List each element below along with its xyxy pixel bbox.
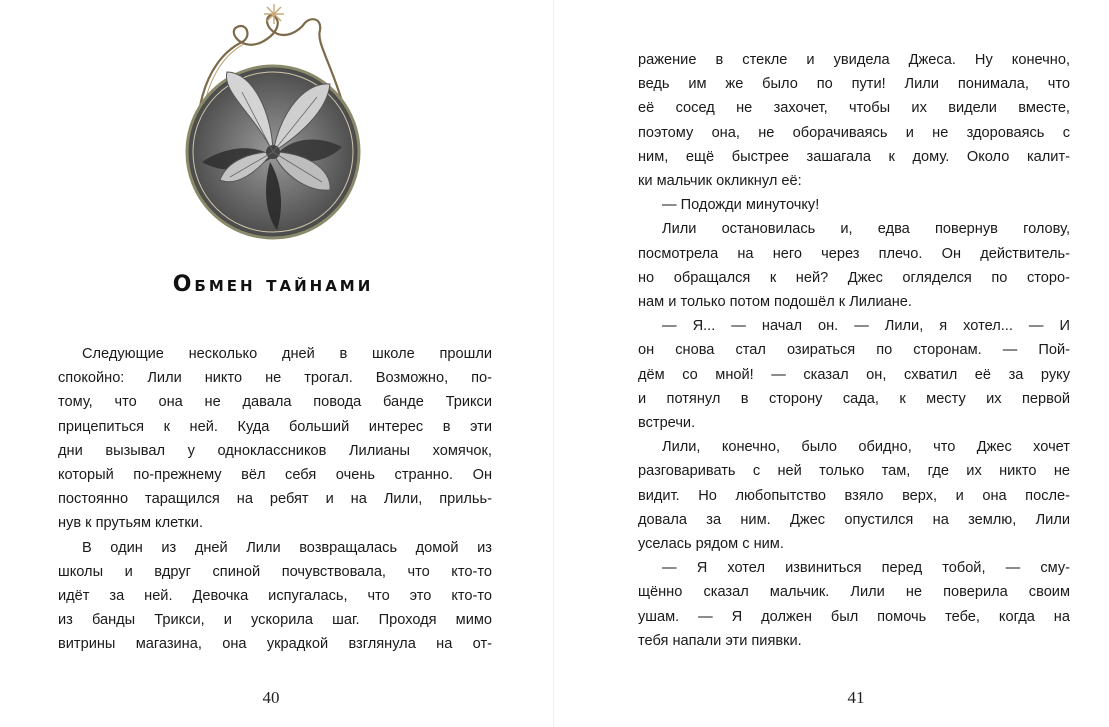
right-body-text [638, 48, 1070, 653]
text-line: тебя напали эти пиявки. [638, 632, 802, 649]
flower-medallion-icon [182, 2, 364, 262]
text-line: ки мальчик окликнул её: [638, 173, 802, 190]
text-line: идёт за ней. Девочка испугалась, что это кто-то [58, 588, 492, 605]
text-line: прицепиться к ней. Куда больший интерес в эти [58, 418, 492, 435]
text-line: ним, ещё быстрее зашагала к дому. Около калит- [638, 148, 1070, 165]
text-line: её сосед не захочет, чтобы их видели вместе, [638, 100, 1070, 117]
page-number: 40 [262, 688, 280, 707]
text-line: из банды Трикси, и ускорила шаг. Проходя мимо [58, 612, 492, 629]
text-line: щённо сказал мальчик. Лили не поверила своим [638, 584, 1070, 601]
text-line: — Я... — начал он. — Лили, я хотел... — И [662, 318, 1070, 335]
text-line: посмотрела на него через плечо. Он действитель- [638, 245, 1070, 262]
text-line: — Я хотел извиниться перед тобой, — сму- [662, 560, 1070, 577]
text-line: — Подожди минуточку! [662, 197, 820, 214]
left-page [0, 0, 554, 727]
text-line: ражение в стекле и увидела Джеса. Ну конечно, [638, 52, 1070, 68]
text-line: разговаривать с ней только там, где их никто не [638, 463, 1070, 480]
text-line: Лили остановилась и, едва повернув голову, [662, 221, 1070, 238]
text-line: ушам. — Я должен был помочь тебе, когда на [638, 608, 1070, 625]
text-line: довала за ним. Джес опустился на землю, Лили [638, 511, 1070, 528]
page-number: 41 [847, 688, 865, 707]
text-line: дём со мной! — сказал он, схватил её за руку [638, 366, 1070, 383]
right-page [554, 0, 1109, 727]
text-line: нам и только потом подошёл к Лилиане. [638, 294, 912, 311]
text-line: школы и вдруг спиной почувствовала, что кто-то [58, 563, 492, 580]
text-line: уселась рядом с ним. [638, 536, 784, 553]
text-line: нув к прутьям клетки. [58, 515, 204, 532]
text-line: постоянно таращился на ребят и на Лили, прильь- [58, 491, 492, 508]
text-line: тому, что она не давала повода банде Трикси [58, 394, 492, 411]
text-line: который по-прежнему вёл себя очень странно. Он [58, 467, 492, 484]
text-line: спокойно: Лили никто не трогал. Возможно, по- [58, 370, 492, 387]
text-line: и потянул в сторону сада, к месту их первой [638, 390, 1070, 407]
text-line: видит. Но любопытство взяло верх, и она после- [638, 487, 1070, 504]
left-body-text [58, 342, 492, 657]
text-line: Следующие несколько дней в школе прошли [82, 346, 492, 362]
text-line: он снова стал озираться по сторонам. — Пой- [638, 342, 1070, 359]
text-line: Лили, конечно, было обидно, что Джес хочет [662, 439, 1070, 456]
text-line: но обращался к ней? Джес огляделся по сторо- [638, 269, 1070, 286]
chapter-title: Обмен тайнами [172, 272, 374, 297]
text-line: встречи. [638, 415, 696, 432]
text-line: ведь им же было по пути! Лили понимала, что [638, 76, 1070, 93]
text-line: витрины магазина, она украдкой взглянула на от- [58, 636, 492, 653]
text-line: дни вызывал у одноклассников Лилианы хомячок, [58, 442, 492, 459]
text-line: поэтому она, не оборачиваясь и не здороваясь с [638, 124, 1070, 141]
text-line: В один из дней Лили возвращалась домой из [82, 539, 492, 556]
